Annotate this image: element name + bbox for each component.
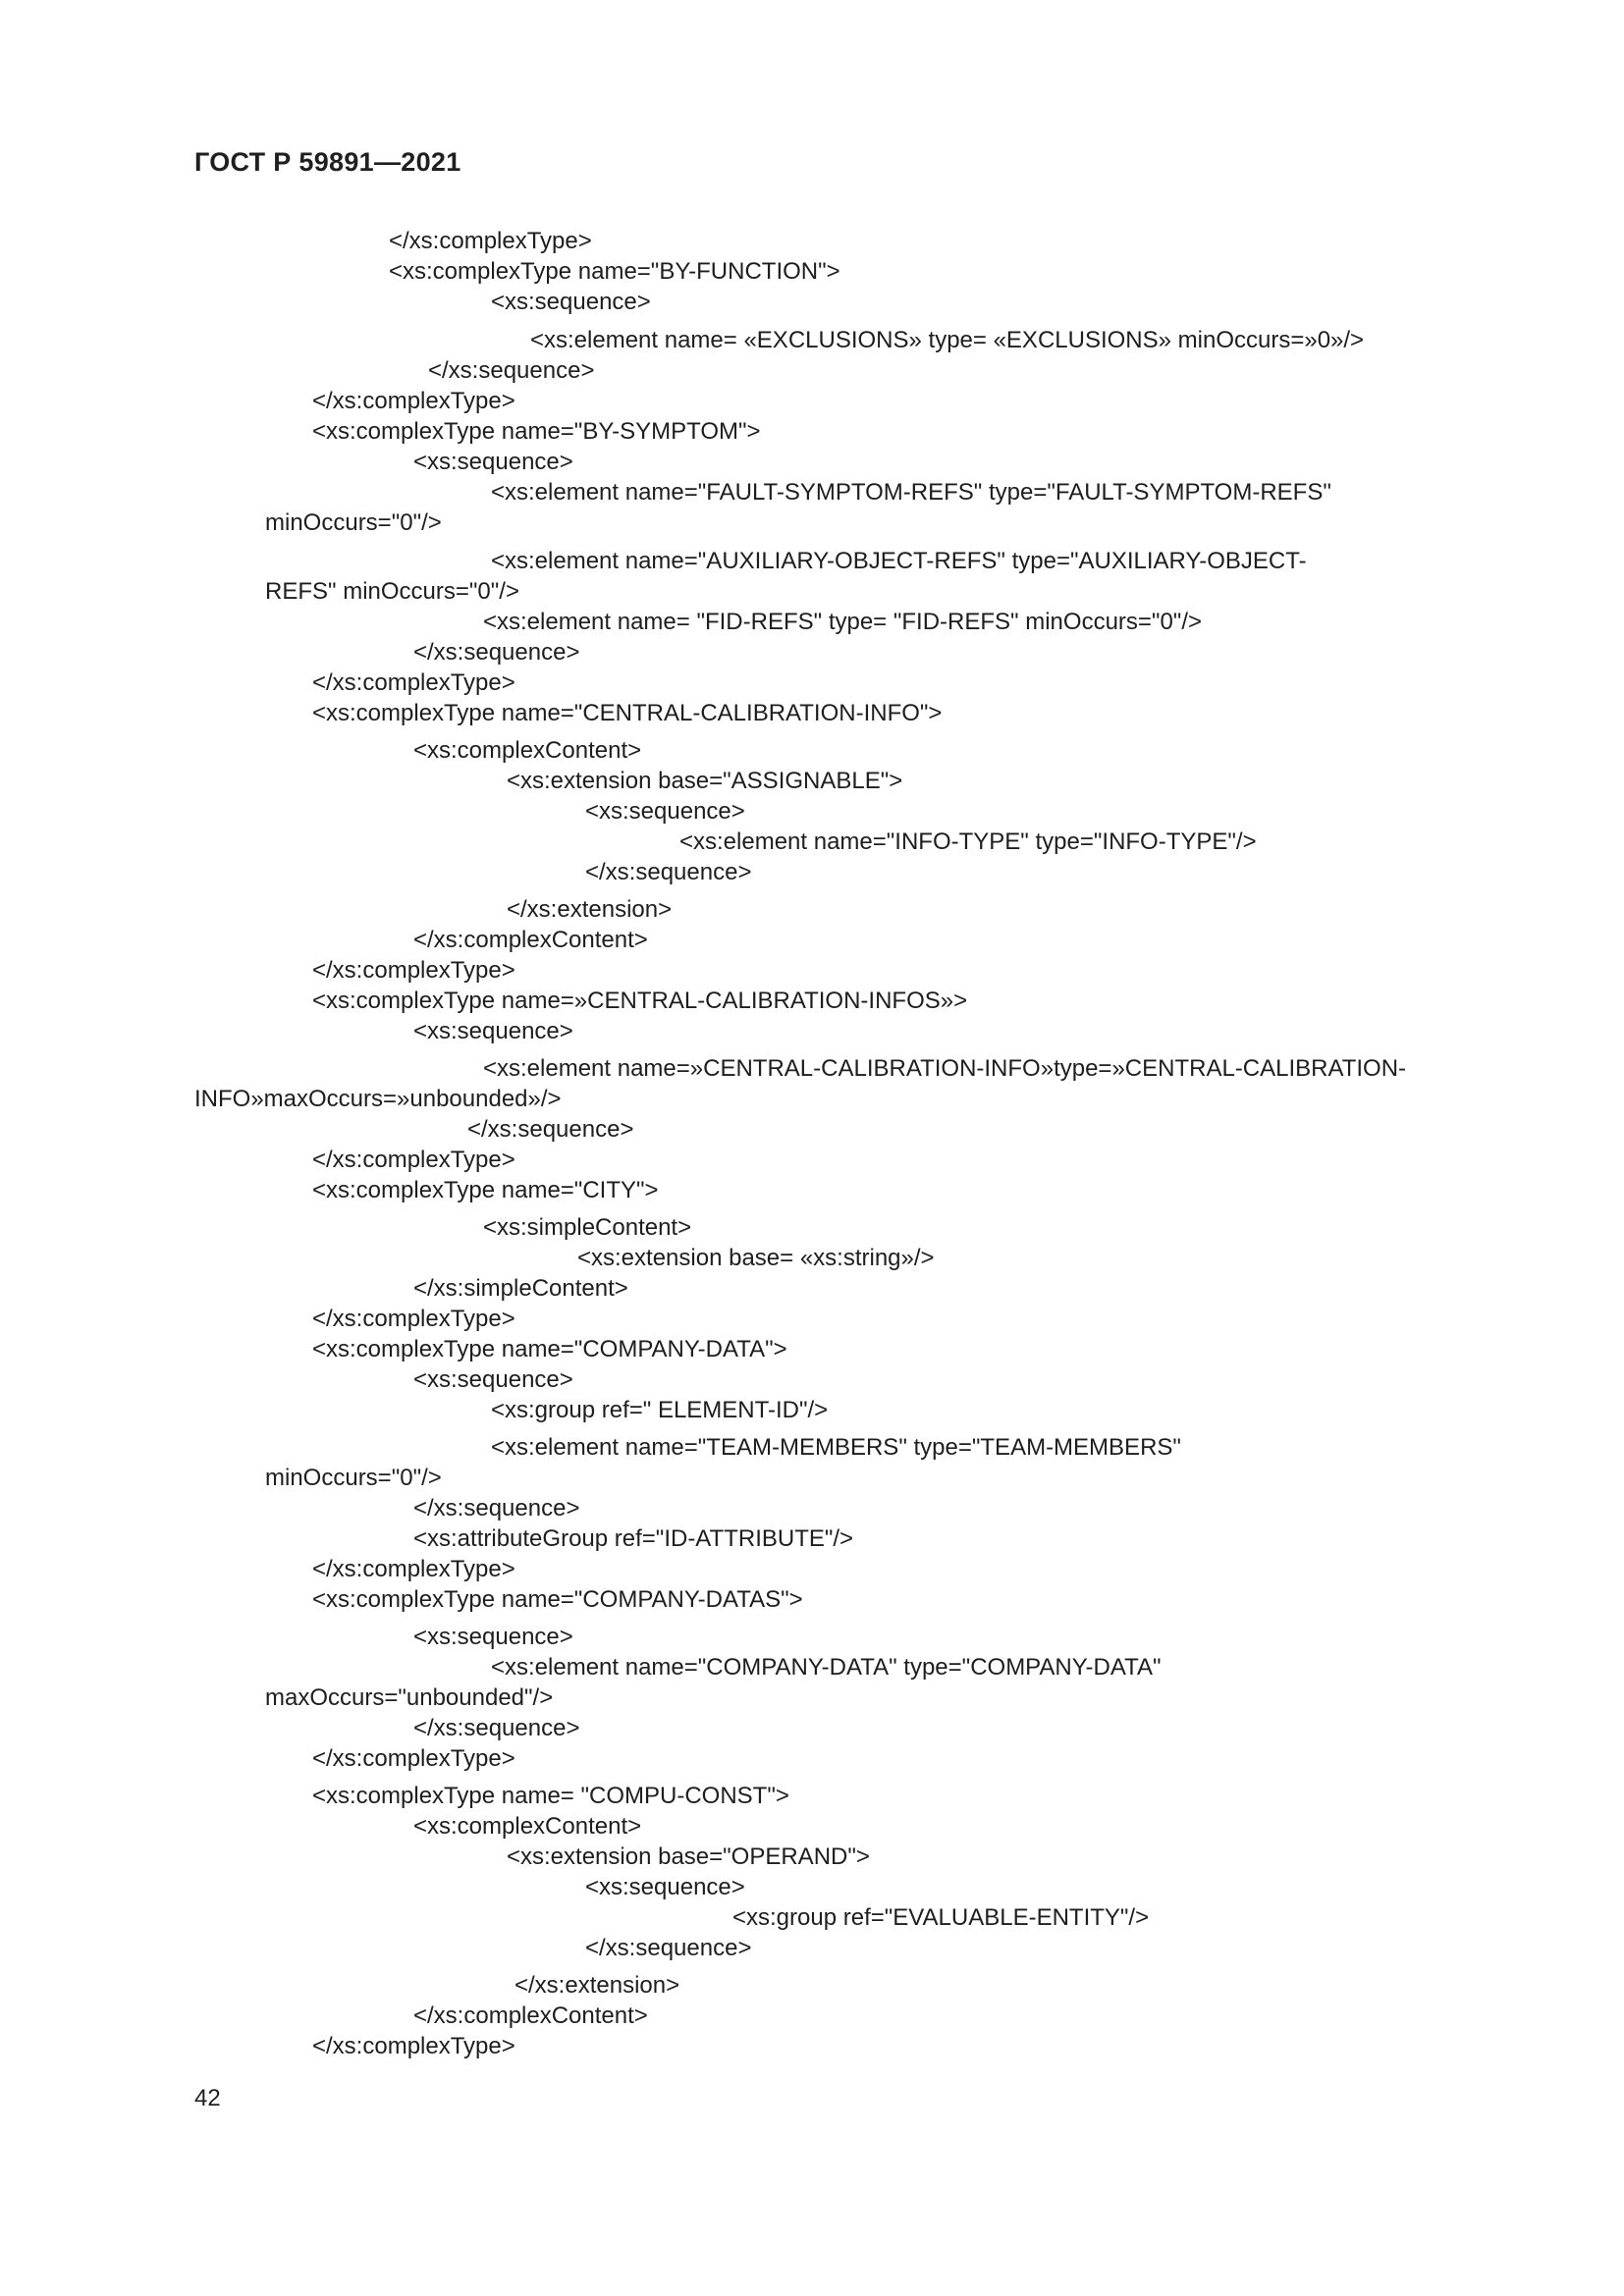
code-line: </xs:complexType> bbox=[312, 388, 515, 414]
code-line: <xs:sequence> bbox=[413, 1018, 573, 1044]
code-line: <xs:complexType name= "COMPU-CONST"> bbox=[312, 1783, 789, 1809]
code-line: </xs:sequence> bbox=[585, 1935, 752, 1961]
code-line: <xs:sequence> bbox=[491, 289, 651, 315]
code-line: <xs:extension base="OPERAND"> bbox=[507, 1843, 870, 1870]
code-line: <xs:complexType name=»CENTRAL-CALIBRATION-INFOS»> bbox=[312, 988, 968, 1014]
code-line: <xs:element name= «EXCLUSIONS» type= «EXCLUSIONS» minOccurs=»0»/> bbox=[530, 327, 1365, 353]
code-line: <xs:sequence> bbox=[585, 1874, 745, 1900]
code-line: </xs:complexType> bbox=[312, 1745, 515, 1772]
code-line: <xs:element name="COMPANY-DATA" type="COMPANY-DATA" bbox=[491, 1654, 1162, 1681]
code-line: </xs:complexType> bbox=[312, 1306, 515, 1332]
code-line: <xs:element name="INFO-TYPE" type="INFO-TYPE"/> bbox=[679, 828, 1257, 855]
code-line: <xs:sequence> bbox=[413, 1366, 573, 1393]
code-line: <xs:complexType name="COMPANY-DATA"> bbox=[312, 1336, 787, 1362]
code-line: </xs:sequence> bbox=[585, 859, 752, 885]
code-line: <xs:attributeGroup ref="ID-ATTRIBUTE"/> bbox=[413, 1525, 854, 1552]
code-line: </xs:sequence> bbox=[428, 357, 595, 384]
code-line: <xs:group ref="EVALUABLE-ENTITY"/> bbox=[732, 1904, 1150, 1931]
code-line: </xs:sequence> bbox=[413, 1715, 580, 1741]
code-line: </xs:sequence> bbox=[413, 1495, 580, 1522]
code-line: minOccurs="0"/> bbox=[265, 1465, 442, 1491]
code-line: </xs:complexType> bbox=[312, 957, 515, 984]
code-line: </xs:complexType> bbox=[312, 1147, 515, 1173]
code-line: minOccurs="0"/> bbox=[265, 509, 442, 536]
code-line: <xs:element name="FAULT-SYMPTOM-REFS" type="FAULT-SYMPTOM-REFS" bbox=[491, 479, 1331, 506]
code-line: <xs:extension base= «xs:string»/> bbox=[577, 1245, 935, 1271]
code-line: </xs:complexType> bbox=[389, 228, 592, 254]
code-line: <xs:complexType name="BY-FUNCTION"> bbox=[389, 258, 840, 285]
code-line: </xs:complexType> bbox=[312, 1556, 515, 1582]
code-line: <xs:sequence> bbox=[585, 798, 745, 825]
code-line: </xs:complexType> bbox=[312, 2033, 515, 2059]
code-line: </xs:sequence> bbox=[467, 1116, 634, 1143]
code-line: INFO»maxOccurs=»unbounded»/> bbox=[194, 1086, 562, 1112]
code-line: <xs:extension base="ASSIGNABLE"> bbox=[507, 768, 903, 794]
code-line: </xs:complexContent> bbox=[413, 927, 648, 953]
code-line: <xs:element name="AUXILIARY-OBJECT-REFS" type="AUXILIARY-OBJECT- bbox=[491, 548, 1307, 574]
code-line: </xs:simpleContent> bbox=[413, 1275, 628, 1302]
code-line: <xs:complexType name="COMPANY-DATAS"> bbox=[312, 1586, 803, 1613]
code-line: </xs:extension> bbox=[514, 1972, 680, 1999]
code-line: <xs:element name= "FID-REFS" type= "FID-REFS" minOccurs="0"/> bbox=[483, 609, 1202, 635]
code-line: <xs:complexType name="CITY"> bbox=[312, 1177, 659, 1203]
code-line: </xs:complexType> bbox=[312, 669, 515, 696]
code-line: <xs:complexContent> bbox=[413, 1813, 642, 1840]
code-line: </xs:extension> bbox=[507, 896, 673, 923]
code-line: <xs:complexContent> bbox=[413, 737, 642, 764]
code-line: <xs:complexType name="CENTRAL-CALIBRATION-INFO"> bbox=[312, 700, 943, 726]
code-line: <xs:element name="TEAM-MEMBERS" type="TEAM-MEMBERS" bbox=[491, 1434, 1181, 1461]
code-line: <xs:group ref=" ELEMENT-ID"/> bbox=[491, 1397, 829, 1423]
code-line: </xs:sequence> bbox=[413, 639, 580, 666]
code-line: </xs:complexContent> bbox=[413, 2002, 648, 2029]
code-line: <xs:complexType name="BY-SYMPTOM"> bbox=[312, 418, 761, 445]
code-line: <xs:simpleContent> bbox=[483, 1214, 692, 1241]
document-header: ГОСТ Р 59891—2021 bbox=[194, 147, 461, 177]
code-line: <xs:sequence> bbox=[413, 449, 573, 475]
page-number: 42 bbox=[194, 2085, 221, 2111]
code-line: maxOccurs="unbounded"/> bbox=[265, 1684, 554, 1711]
code-line: <xs:element name=»CENTRAL-CALIBRATION-INFO»type=»CENTRAL-CALIBRATION- bbox=[483, 1055, 1407, 1082]
code-line: <xs:sequence> bbox=[413, 1624, 573, 1650]
code-line: REFS" minOccurs="0"/> bbox=[265, 578, 519, 605]
